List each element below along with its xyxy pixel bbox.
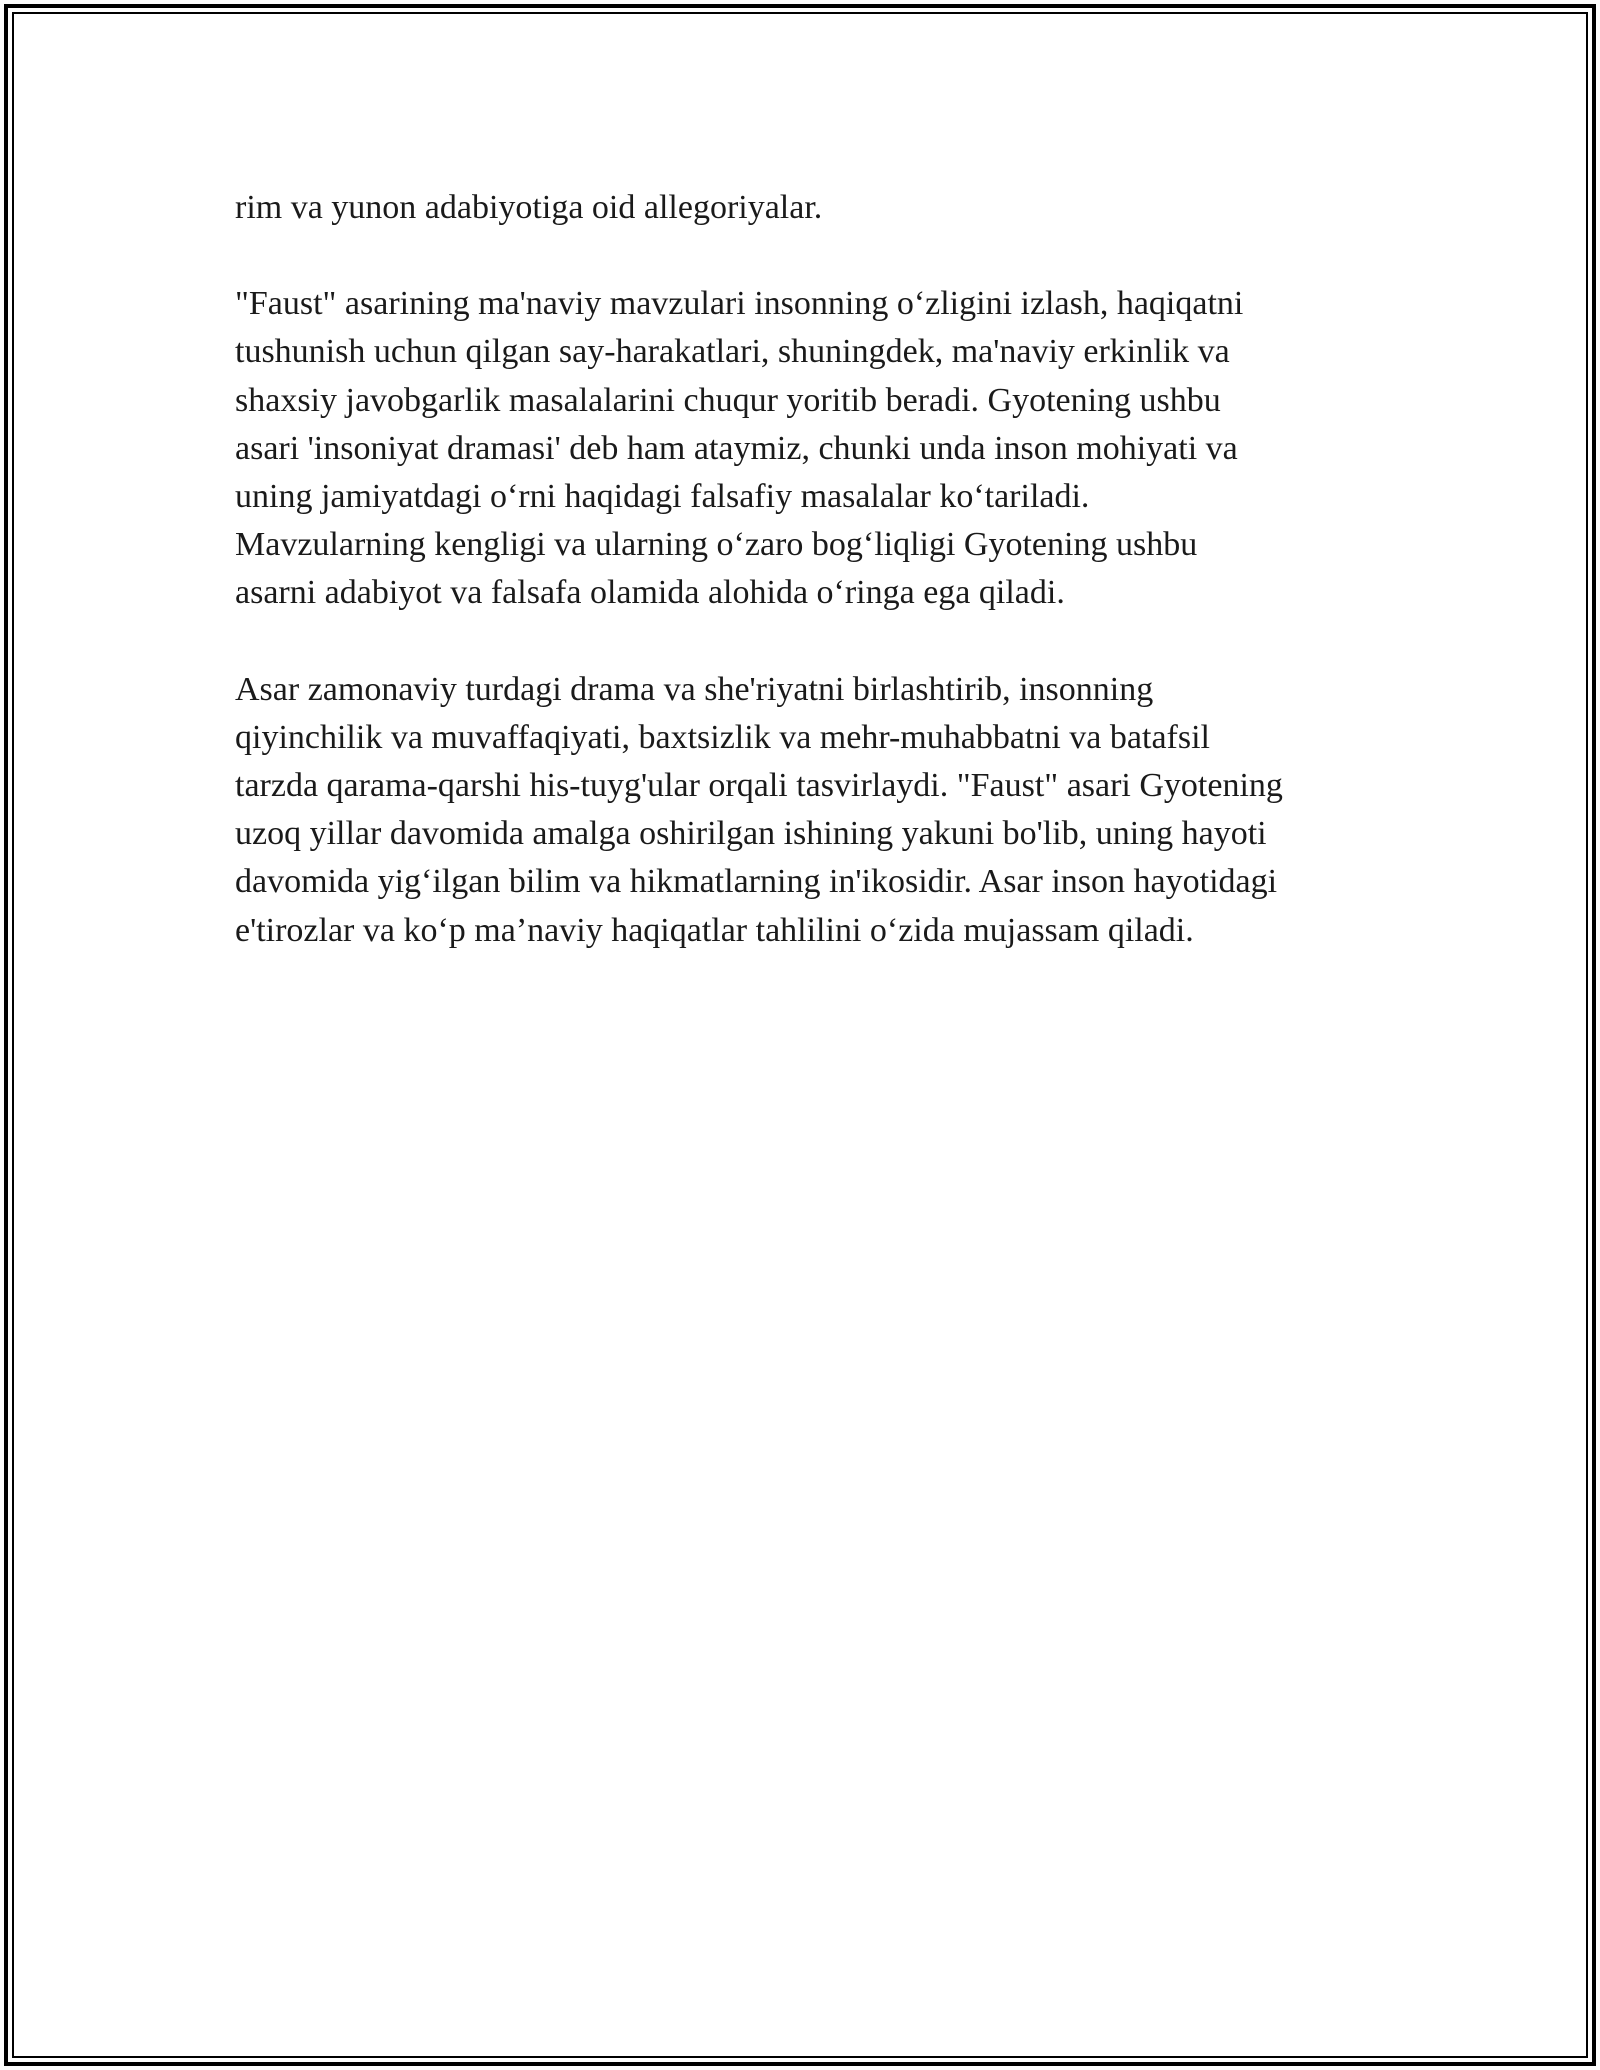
text-line: uning jamiyatdagi o‘rni haqidagi falsafiy masalalar ko‘tariladi.	[235, 478, 1090, 516]
text-line: tushunish uchun qilgan say-harakatlari, shuningdek, ma'naviy erkinlik va	[235, 333, 1230, 371]
text-line: qiyinchilik va muvaffaqiyati, baxtsizlik va mehr-muhabbatni va batafsil	[235, 718, 1210, 756]
paragraph-3	[235, 666, 1415, 955]
text-line: davomida yig‘ilgan bilim va hikmatlarning in'ikosidir. Asar inson hayotidagi	[235, 863, 1278, 901]
text-line: Asar zamonaviy turdagi drama va she'riyatni birlashtirib, insonning	[235, 670, 1154, 708]
text-line: shaxsiy javobgarlik masalalarini chuqur yoritib beradi. Gyotening ushbu	[235, 381, 1221, 419]
paragraph-2	[235, 280, 1415, 617]
text-line: asarni adabiyot va falsafa olamida alohida o‘ringa ega qiladi.	[235, 574, 1065, 612]
text-line: e'tirozlar va ko‘p ma’naviy haqiqatlar tahlilini o‘zida mujassam qiladi.	[235, 911, 1194, 949]
paragraph-1	[235, 184, 1415, 232]
text-line: rim va yunon adabiyotiga oid allegoriyalar.	[235, 189, 823, 226]
document-body	[235, 184, 1415, 1003]
text-line: asari 'insoniyat dramasi' deb ham ataymiz, chunki unda inson mohiyati va	[235, 429, 1238, 467]
text-line: uzoq yillar davomida amalga oshirilgan ishining yakuni bo'lib, uning hayoti	[235, 815, 1267, 853]
text-line: "Faust" asarining ma'naviy mavzulari insonning o‘zligini izlash, haqiqatni	[235, 285, 1244, 323]
text-line: tarzda qarama-qarshi his-tuyg'ular orqali tasvirlaydi. "Faust" asari Gyotening	[235, 767, 1283, 805]
text-line: Mavzularning kengligi va ularning o‘zaro bog‘liqligi Gyotening ushbu	[235, 526, 1198, 564]
